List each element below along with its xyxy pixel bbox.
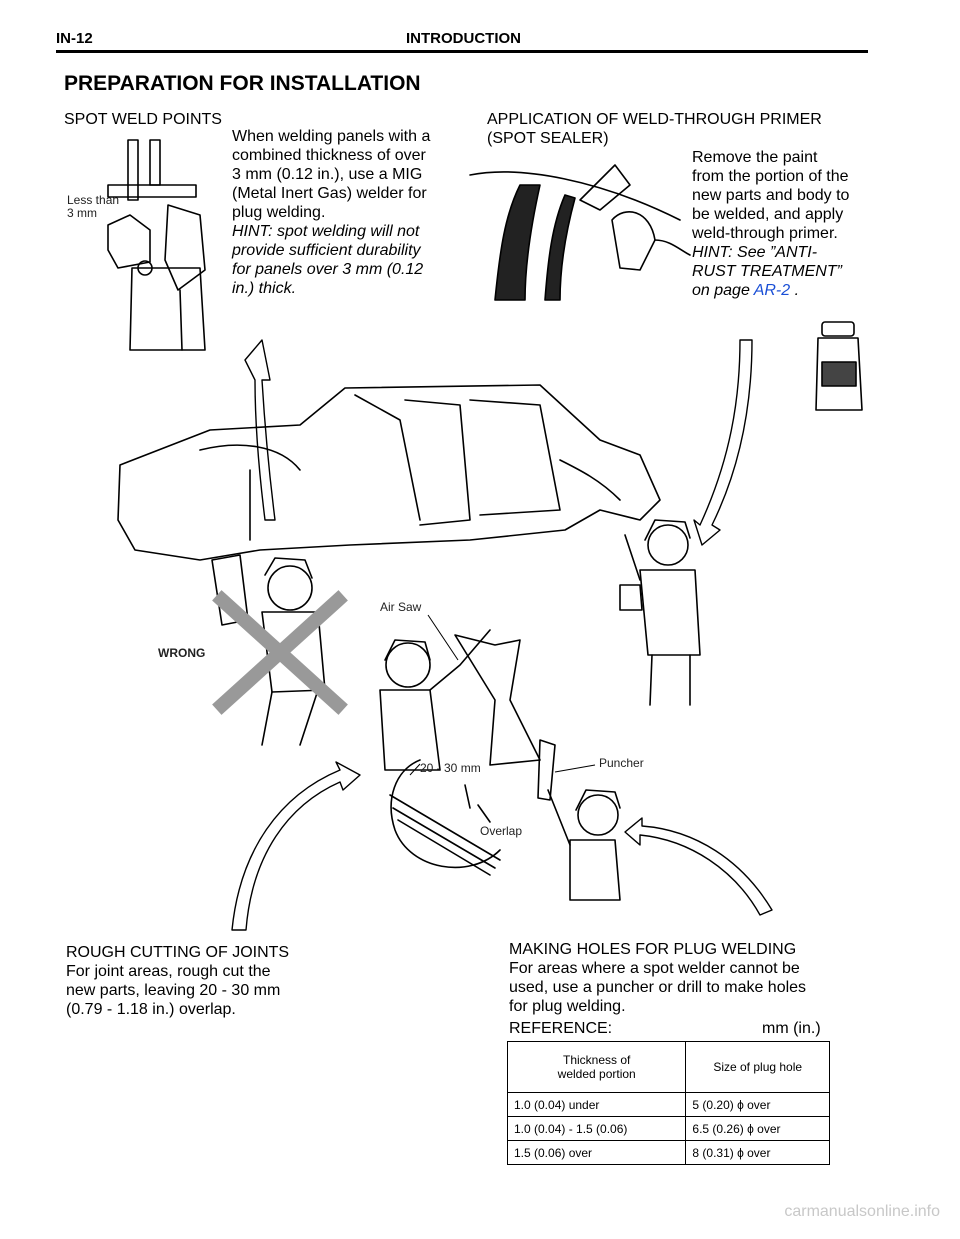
overlap-label: Overlap <box>480 824 523 838</box>
wrong-label: WRONG <box>158 646 206 660</box>
puncher-label: Puncher <box>599 756 644 770</box>
less-than-label: Less than 3 mm <box>67 193 120 220</box>
spot-weld-text: When welding panels with a combined thickness of over 3 mm (0.12 in.), use a MIG (Metal Inert Gas) welder for plug welding. HINT: spot welding will not provide sufficient durability for panels over 3 mm (0.12 in.) thick. <box>232 128 431 297</box>
table-row: 1.0 (0.04) - 1.5 (0.06) 6.5 (0.26) ϕ over <box>508 1117 830 1141</box>
arrows <box>232 340 772 930</box>
watermark: carmanualsonline.info <box>784 1203 940 1220</box>
reference-unit: mm (in.) <box>762 1020 821 1037</box>
spot-weld-heading: SPOT WELD POINTS <box>64 111 222 128</box>
holes-section: MAKING HOLES FOR PLUG WELDING For areas where a spot welder cannot be used, use a puncher or drill to make holes for plug welding. <box>509 941 807 1015</box>
primer-bottle <box>816 322 862 410</box>
spot-weld-hint: HINT: spot welding will not provide sufficient durability for panels over 3 mm (0.12 in.) thick. <box>232 223 424 297</box>
car-body-drawing <box>118 385 660 560</box>
section-title: INTRODUCTION <box>406 30 521 47</box>
rough-cut-heading: ROUGH CUTTING OF JOINTS <box>66 944 290 961</box>
primer-drawing <box>470 165 690 300</box>
primer-worker-drawing <box>620 520 700 705</box>
table-header-row <box>508 1042 830 1093</box>
spot-welder-drawing <box>108 140 205 350</box>
page-title: PREPARATION FOR INSTALLATION <box>64 72 421 95</box>
saw-worker-drawing <box>380 630 540 770</box>
size-header: Size of plug hole <box>686 1042 830 1093</box>
wrong-x-mark <box>222 600 338 705</box>
primer-text: Remove the paint from the portion of the new parts and body to be welded, and apply weld-through primer. HINT: See ”ANTI- RUST TREATMENT” on page AR-2 . <box>692 149 850 299</box>
range-label: 20 - 30 mm <box>420 761 481 775</box>
thickness-header: Thickness of welded portion <box>508 1042 686 1093</box>
overlap-detail-drawing <box>390 760 500 875</box>
holes-heading: MAKING HOLES FOR PLUG WELDING <box>509 941 797 958</box>
table-row: 1.5 (0.06) over 8 (0.31) ϕ over <box>508 1141 830 1165</box>
ar2-link[interactable]: AR-2 <box>753 282 791 299</box>
rough-cut-section: ROUGH CUTTING OF JOINTS For joint areas, rough cut the new parts, leaving 20 - 30 mm (0.79 - 1.18 in.) overlap. <box>66 944 290 1018</box>
plug-hole-table <box>507 1041 830 1165</box>
air-saw-label: Air Saw <box>380 600 422 614</box>
page-id: IN-12 <box>56 30 93 47</box>
primer-hint: HINT: See ”ANTI- RUST TREATMENT” on page AR-2 . <box>692 244 842 299</box>
primer-heading: APPLICATION OF WELD-THROUGH PRIMER (SPOT SEALER) <box>487 111 822 147</box>
table-row: 1.0 (0.04) under 5 (0.20) ϕ over <box>508 1093 830 1117</box>
reference-label: REFERENCE: <box>509 1020 613 1037</box>
